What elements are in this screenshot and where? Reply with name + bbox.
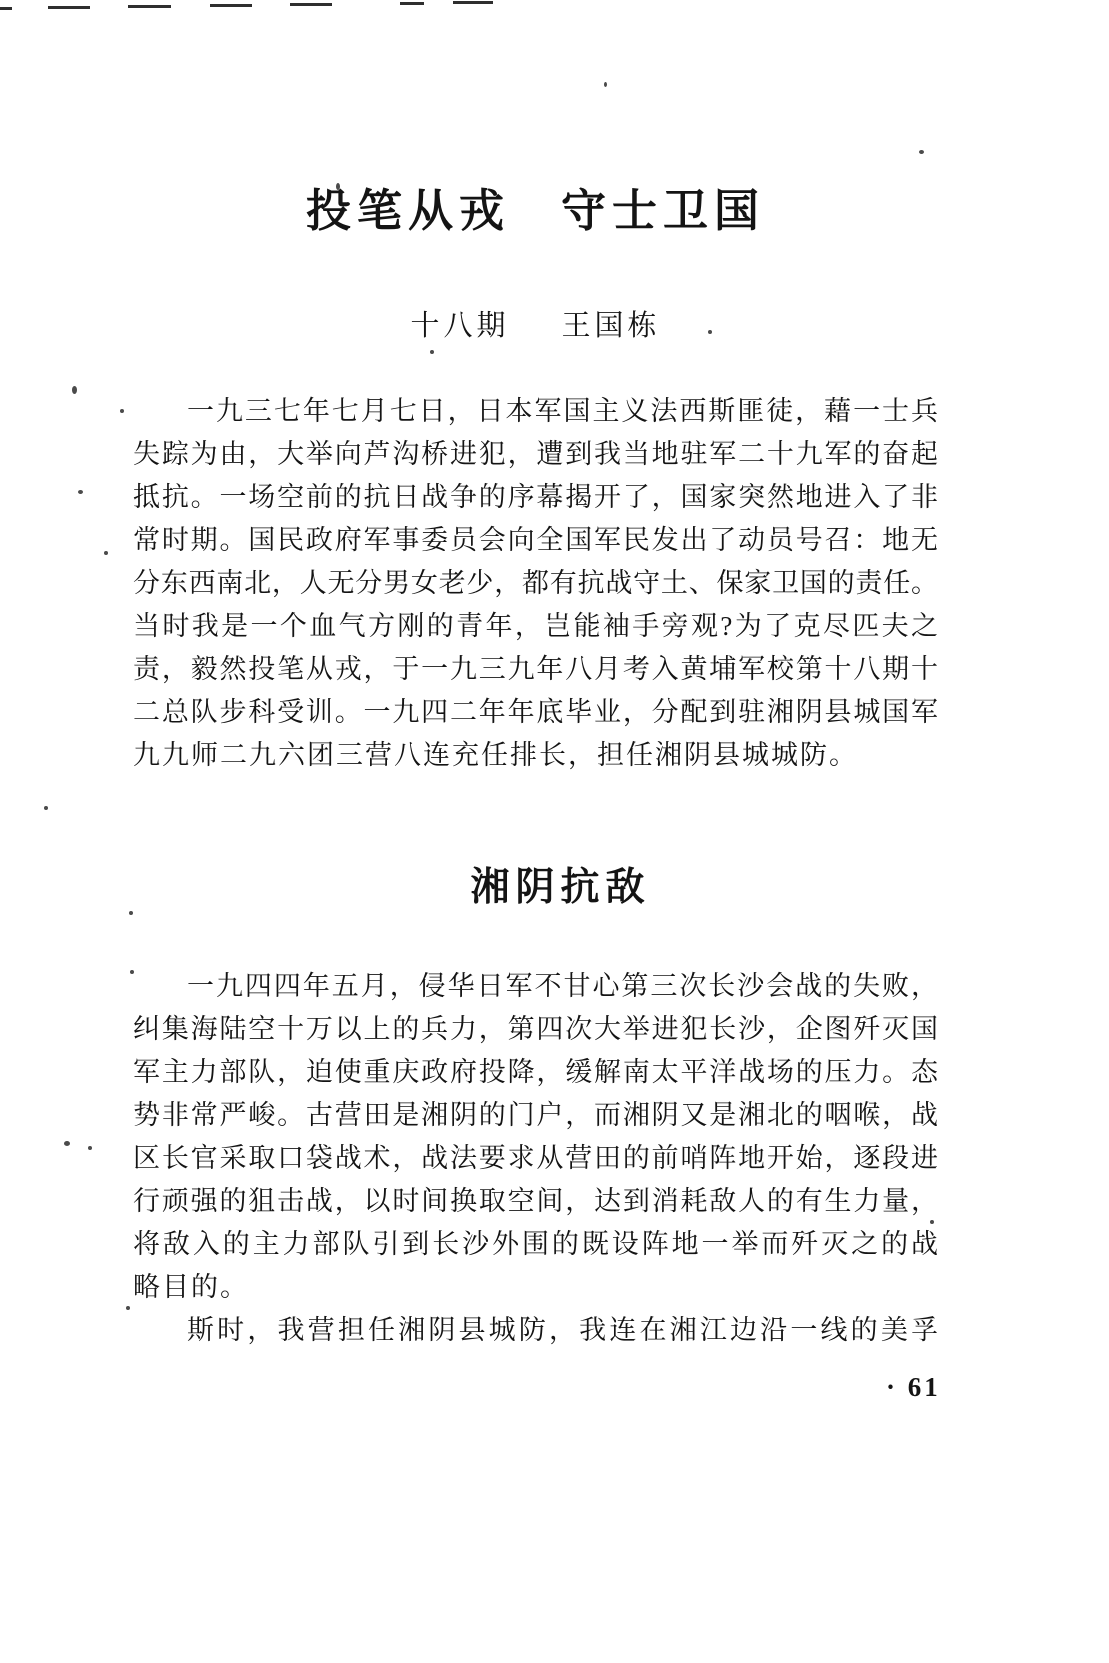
scan-speck bbox=[104, 551, 108, 555]
text-line: 将敌入的主力部队引到长沙外围的既设阵地一举而歼灭之的战 bbox=[133, 1229, 938, 1259]
scan-speck bbox=[430, 350, 434, 354]
section-heading: 湘阴抗敌 bbox=[470, 866, 651, 909]
page-number: · 61 bbox=[886, 1372, 941, 1402]
text-line: 常时期。国民政府军事委员会向全国军民发出了动员号召：地无 bbox=[133, 525, 938, 555]
byline-cohort: 十八期 bbox=[410, 310, 510, 342]
text-line: 分东西南北，人无分男女老少，都有抗战守土、保家卫国的责任。 bbox=[133, 568, 938, 598]
scan-speck bbox=[604, 82, 607, 87]
scan-artifact-dash bbox=[290, 3, 332, 6]
text-line: 势非常严峻。古营田是湘阴的门户，而湘阴又是湘北的咽喉，战 bbox=[133, 1100, 938, 1130]
scan-artifact-dash bbox=[128, 5, 171, 8]
text-line: 九九师二九六团三营八连充任排长，担任湘阴县城城防。 bbox=[133, 740, 858, 770]
text-line: 纠集海陆空十万以上的兵力，第四次大举进犯长沙，企图歼灭国 bbox=[133, 1014, 938, 1044]
byline-author: 王国栋 bbox=[561, 310, 661, 342]
text-line: 责，毅然投笔从戎，于一九三九年八月考入黄埔军校第十八期十 bbox=[133, 654, 938, 684]
scan-speck bbox=[126, 1306, 130, 1310]
text-line: 行顽强的狙击战，以时间换取空间，达到消耗敌人的有生力量， bbox=[133, 1186, 938, 1216]
scan-speck bbox=[44, 806, 48, 810]
paragraph-1 bbox=[133, 390, 938, 777]
scan-speck bbox=[64, 1141, 70, 1146]
scan-speck bbox=[120, 409, 124, 413]
scan-artifact-dash bbox=[453, 1, 493, 4]
scan-artifact-dash bbox=[400, 2, 424, 5]
scan-artifact-dash bbox=[48, 6, 90, 9]
byline bbox=[133, 303, 938, 344]
scan-speck bbox=[88, 1146, 92, 1150]
text-line: 一九三七年七月七日，日本军国主义法西斯匪徒，藉一士兵 bbox=[187, 396, 938, 426]
text-line: 抵抗。一场空前的抗日战争的序幕揭开了，国家突然地进入了非 bbox=[133, 482, 938, 512]
text-line: 当时我是一个血气方刚的青年，岂能袖手旁观?为了克尽匹夫之 bbox=[133, 611, 938, 641]
text-line: 军主力部队，迫使重庆政府投降，缓解南太平洋战场的压力。态 bbox=[133, 1057, 938, 1087]
article-title: 投笔从戎 守士卫国 bbox=[305, 186, 765, 236]
text-line: 一九四四年五月，侵华日军不甘心第三次长沙会战的失败， bbox=[187, 971, 938, 1001]
scan-speck bbox=[72, 386, 77, 394]
text-line: 斯时，我营担任湘阴县城防，我连在湘江边沿一线的美孚 bbox=[187, 1315, 938, 1345]
scan-speck bbox=[78, 490, 83, 494]
text-line: 失踪为由，大举向芦沟桥进犯，遭到我当地驻军二十九军的奋起 bbox=[133, 439, 938, 469]
scan-speck bbox=[919, 150, 924, 154]
text-line: 略目的。 bbox=[133, 1272, 249, 1302]
scan-artifact-dash bbox=[0, 7, 12, 10]
paragraph-2 bbox=[133, 965, 938, 1309]
paragraph-3 bbox=[133, 1309, 938, 1352]
text-line: 区长官采取口袋战术，战法要求从营田的前哨阵地开始，逐段进 bbox=[133, 1143, 938, 1173]
text-line: 二总队步科受训。一九四二年年底毕业，分配到驻湘阴县城国军 bbox=[133, 697, 938, 727]
scan-artifact-dash bbox=[210, 4, 252, 7]
